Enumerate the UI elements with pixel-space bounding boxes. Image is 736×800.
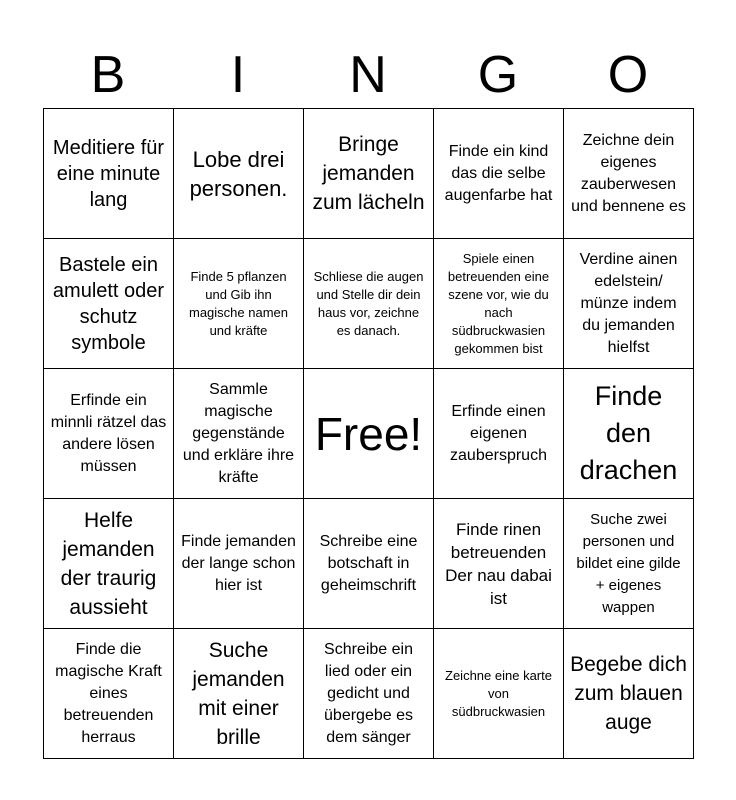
bingo-cell: Erfinde einen eigenen zauberspruch xyxy=(434,369,564,499)
header-letter-n: N xyxy=(349,46,387,104)
bingo-header xyxy=(43,42,693,108)
header-letter-o: O xyxy=(607,46,649,104)
bingo-cell: Finde rinen betreuenden Der nau dabai ist xyxy=(434,499,564,629)
board-row xyxy=(44,109,694,239)
bingo-cell: Helfe jemanden der traurig aussieht xyxy=(44,499,174,629)
bingo-cell: Suche zwei personen und bildet eine gilde + eigenes wappen xyxy=(564,499,694,629)
header-letter-i: I xyxy=(230,46,246,104)
bingo-cell: Zeichne eine karte von südbruckwasien xyxy=(434,629,564,759)
bingo-cell: Finde ein kind das die selbe augenfarbe hat xyxy=(434,109,564,239)
bingo-cell: Finde jemanden der lange schon hier ist xyxy=(174,499,304,629)
bingo-cell: Sammle magische gegenstände und erkläre ihre kräfte xyxy=(174,369,304,499)
bingo-cell: Begebe dich zum blauen auge xyxy=(564,629,694,759)
free-space-cell: Free! xyxy=(304,369,434,499)
board-row xyxy=(44,499,694,629)
bingo-board xyxy=(43,108,694,759)
bingo-cell: Finde die magische Kraft eines betreuenden herraus xyxy=(44,629,174,759)
board-row xyxy=(44,239,694,369)
bingo-cell: Bastele ein amulett oder schutz symbole xyxy=(44,239,174,369)
bingo-cell: Zeichne dein eigenes zauberwesen und bennene es xyxy=(564,109,694,239)
bingo-cell: Meditiere für eine minute lang xyxy=(44,109,174,239)
bingo-cell: Erfinde ein minnli rätzel das andere lösen müssen xyxy=(44,369,174,499)
bingo-cell: Verdine ainen edelstein/ münze indem du jemanden hielfst xyxy=(564,239,694,369)
board-row xyxy=(44,629,694,759)
bingo-cell: Bringe jemanden zum lächeln xyxy=(304,109,434,239)
bingo-cell: Schreibe ein lied oder ein gedicht und übergebe es dem sänger xyxy=(304,629,434,759)
bingo-cell: Spiele einen betreuenden eine szene vor, wie du nach südbruckwasien gekommen bist xyxy=(434,239,564,369)
board-row xyxy=(44,369,694,499)
bingo-cell: Lobe drei personen. xyxy=(174,109,304,239)
bingo-cell: Schliese die augen und Stelle dir dein haus vor, zeichne es danach. xyxy=(304,239,434,369)
header-letter-b: B xyxy=(90,46,126,104)
bingo-cell: Schreibe eine botschaft in geheimschrift xyxy=(304,499,434,629)
bingo-cell: Suche jemanden mit einer brille xyxy=(174,629,304,759)
bingo-cell: Finde den drachen xyxy=(564,369,694,499)
header-letter-g: G xyxy=(477,46,519,104)
bingo-cell: Finde 5 pflanzen und Gib ihn magische namen und kräfte xyxy=(174,239,304,369)
